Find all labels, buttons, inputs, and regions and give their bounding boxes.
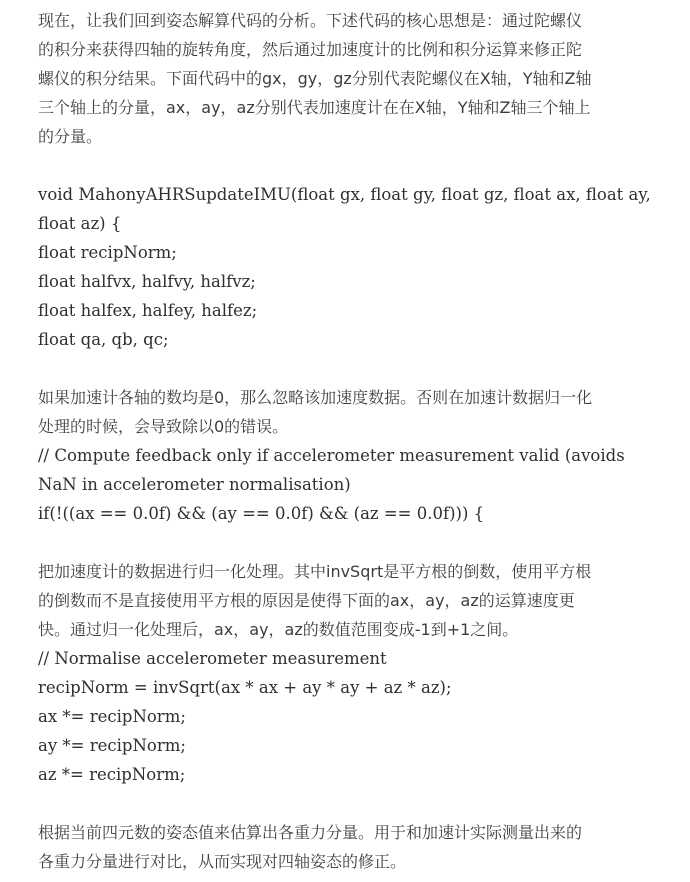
gravity-estimate-paragraph bbox=[38, 818, 658, 876]
function-signature-code bbox=[38, 180, 658, 354]
code-line: float qa, qb, qc; bbox=[38, 330, 169, 349]
text-line: 把加速度计的数据进行归一化处理。其中invSqrt是平方根的倒数，使用平方根 bbox=[38, 562, 592, 581]
text-line: 如果加速计各轴的数均是0，那么忽略该加速度数据。否则在加速计数据归一化 bbox=[38, 388, 593, 407]
code-line: float az) { bbox=[38, 214, 122, 233]
normalise-section bbox=[38, 557, 658, 789]
intro-paragraph bbox=[38, 6, 658, 151]
code-line: // Normalise accelerometer measurement bbox=[38, 649, 387, 668]
text-line: 各重力分量进行对比，从而实现对四轴姿态的修正。 bbox=[38, 852, 407, 871]
text-line: 快。通过归一化处理后，ax，ay，az的数值范围变成-1到+1之间。 bbox=[38, 620, 519, 639]
code-line: NaN in accelerometer normalisation) bbox=[38, 475, 351, 494]
code-line: // Compute feedback only if accelerometer measurement valid (avoids bbox=[38, 446, 625, 465]
text-line: 三个轴上的分量，ax，ay，az分别代表加速度计在在X轴，Y轴和Z轴三个轴上 bbox=[38, 98, 591, 117]
code-line: recipNorm = invSqrt(ax * ax + ay * ay + az * az); bbox=[38, 678, 452, 697]
text-line: 的积分来获得四轴的旋转角度，然后通过加速度计的比例和积分运算来修正陀 bbox=[38, 40, 583, 59]
code-line: if(!((ax == 0.0f) && (ay == 0.0f) && (az == 0.0f))) { bbox=[38, 504, 485, 523]
code-line: float halfex, halfey, halfez; bbox=[38, 301, 258, 320]
paragraph-gap bbox=[38, 151, 658, 180]
zero-check-section bbox=[38, 383, 658, 528]
text-line: 处理的时候，会导致除以0的错误。 bbox=[38, 417, 289, 436]
code-line: ay *= recipNorm; bbox=[38, 736, 186, 755]
code-line: float recipNorm; bbox=[38, 243, 177, 262]
text-line: 螺仪的积分结果。下面代码中的gx，gy，gz分别代表陀螺仪在X轴，Y轴和Z轴 bbox=[38, 69, 592, 88]
code-line: ax *= recipNorm; bbox=[38, 707, 186, 726]
text-line: 现在，让我们回到姿态解算代码的分析。下述代码的核心思想是：通过陀螺仪 bbox=[38, 11, 583, 30]
text-line: 根据当前四元数的姿态值来估算出各重力分量。用于和加速计实际测量出来的 bbox=[38, 823, 583, 842]
text-line: 的分量。 bbox=[38, 127, 103, 146]
code-line: float halfvx, halfvy, halfvz; bbox=[38, 272, 256, 291]
text-line: 的倒数而不是直接使用平方根的原因是使得下面的ax，ay，az的运算速度更 bbox=[38, 591, 575, 610]
code-line: void MahonyAHRSupdateIMU(float gx, float gy, float gz, float ax, float ay, bbox=[38, 185, 651, 204]
paragraph-gap bbox=[38, 528, 658, 557]
paragraph-gap bbox=[38, 354, 658, 383]
code-line: az *= recipNorm; bbox=[38, 765, 186, 784]
article-body bbox=[38, 6, 658, 876]
paragraph-gap bbox=[38, 789, 658, 818]
